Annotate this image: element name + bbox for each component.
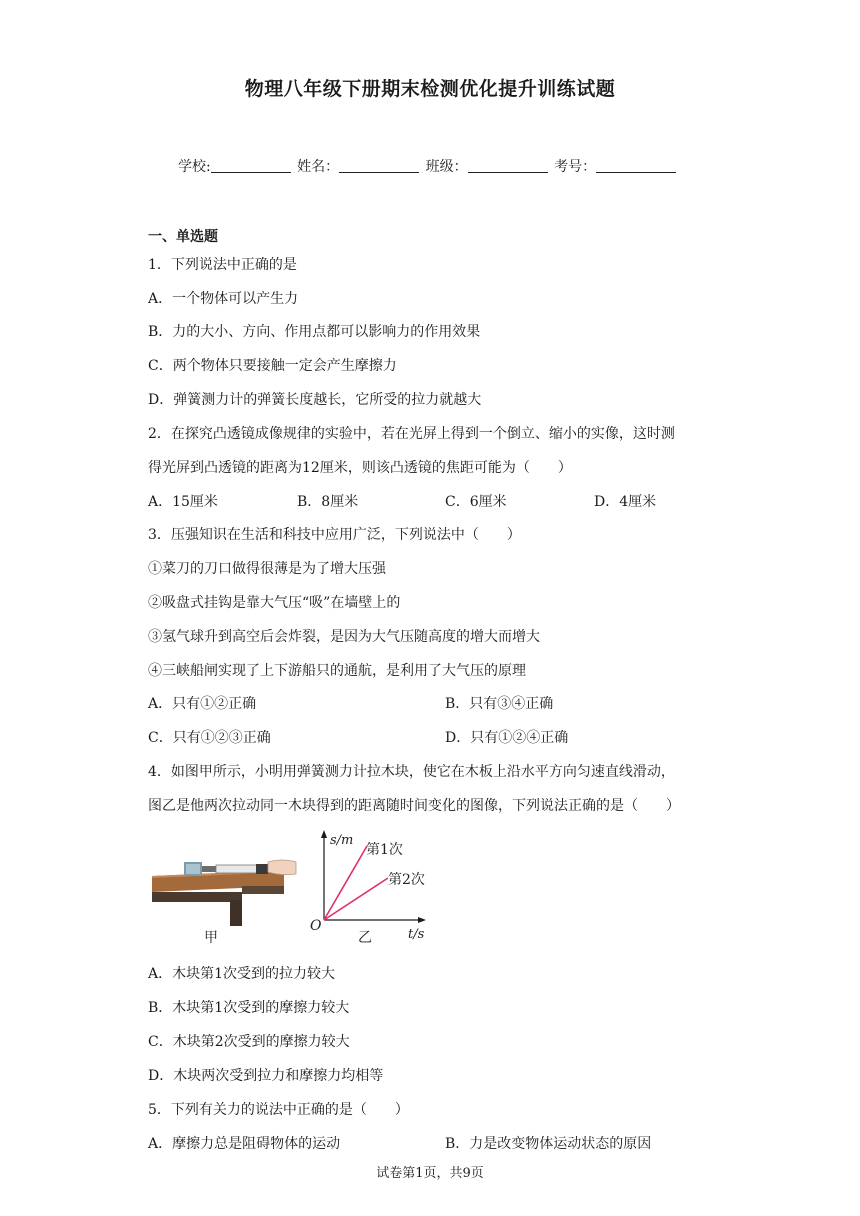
q3-option-c: C．只有①②③正确 xyxy=(148,730,271,746)
exam-no-label: 考号： xyxy=(554,159,597,175)
q3-stem: 3．压强知识在生活和科技中应用广泛，下列说法中（ ） xyxy=(148,527,521,543)
exam-no-blank[interactable] xyxy=(596,158,676,173)
line-1-label: 第1次 xyxy=(366,842,403,858)
q5-option-b: B．力是改变物体运动状态的原因 xyxy=(445,1136,652,1152)
q2-option-b: B．8厘米 xyxy=(297,494,359,510)
school-label: 学校: xyxy=(178,159,211,175)
q4-option-a: A．木块第1次受到的拉力较大 xyxy=(148,966,336,982)
name-blank[interactable] xyxy=(339,158,419,173)
q2-option-a: A．15厘米 xyxy=(148,494,218,510)
label-yi: 乙 xyxy=(358,930,372,946)
q1-option-a: A．一个物体可以产生力 xyxy=(148,291,299,307)
x-axis-label: t/s xyxy=(408,927,425,942)
q4-option-b: B．木块第1次受到的摩擦力较大 xyxy=(148,1000,350,1016)
page-footer: 试卷第1页，共9页 xyxy=(376,1166,484,1181)
q4-option-c: C．木块第2次受到的摩擦力较大 xyxy=(148,1034,350,1050)
q3-option-a: A．只有①②正确 xyxy=(148,696,257,712)
page-title: 物理八年级下册期末检测优化提升训练试题 xyxy=(244,78,616,100)
q3-statement-4: ④三峡船闸实现了上下游船只的通航，是利用了大气压的原理 xyxy=(148,663,526,679)
q2-stem-line1: 2．在探究凸透镜成像规律的实验中，若在光屏上得到一个倒立、缩小的实像，这时测 xyxy=(148,426,675,442)
q4-figure xyxy=(146,826,446,948)
graph-line-2 xyxy=(324,878,388,920)
line-2-label: 第2次 xyxy=(388,872,425,888)
student-info-line xyxy=(178,156,678,176)
q3-statement-3: ③氢气球升到高空后会炸裂，是因为大气压随高度的增大而增大 xyxy=(148,629,540,645)
class-blank[interactable] xyxy=(468,158,548,173)
q2-option-c: C．6厘米 xyxy=(445,494,507,510)
q1-option-c: C．两个物体只要接触一定会产生摩擦力 xyxy=(148,358,397,374)
q4-stem-line2: 图乙是他两次拉动同一木块得到的距离随时间变化的图像，下列说法正确的是（ ） xyxy=(148,798,680,814)
name-label: 姓名： xyxy=(297,159,340,175)
q1-option-b: B．力的大小、方向、作用点都可以影响力的作用效果 xyxy=(148,324,481,340)
section-heading: 一、单选题 xyxy=(148,229,218,245)
class-label: 班级： xyxy=(425,159,468,175)
q1-option-d: D．弹簧测力计的弹簧长度越长，它所受的拉力就越大 xyxy=(148,392,482,408)
y-axis-label: s/m xyxy=(330,833,354,848)
q5-option-a: A．摩擦力总是阻碍物体的运动 xyxy=(148,1136,341,1152)
q3-statement-2: ②吸盘式挂钩是靠大气压“吸”在墙壁上的 xyxy=(148,595,401,611)
q3-statement-1: ①菜刀的刀口做得很薄是为了增大压强 xyxy=(148,561,386,577)
school-blank[interactable] xyxy=(211,158,291,173)
q1-stem: 1．下列说法中正确的是 xyxy=(148,257,297,273)
q2-option-d: D．4厘米 xyxy=(594,494,657,510)
graph-line-1 xyxy=(324,846,367,920)
q4-option-d: D．木块两次受到拉力和摩擦力均相等 xyxy=(148,1068,384,1084)
q5-stem: 5．下列有关力的说法中正确的是（ ） xyxy=(148,1102,409,1118)
table-illustration xyxy=(152,860,296,926)
label-jia: 甲 xyxy=(204,930,218,946)
q2-stem-line2: 得光屏到凸透镜的距离为12厘米，则该凸透镜的焦距可能为（ ） xyxy=(148,460,572,476)
origin-label: O xyxy=(310,918,322,934)
q3-option-b: B．只有③④正确 xyxy=(445,696,554,712)
q4-stem-line1: 4．如图甲所示，小明用弹簧测力计拉木块，使它在木板上沿水平方向匀速直线滑动， xyxy=(148,764,675,780)
q3-option-d: D．只有①②④正确 xyxy=(445,730,569,746)
